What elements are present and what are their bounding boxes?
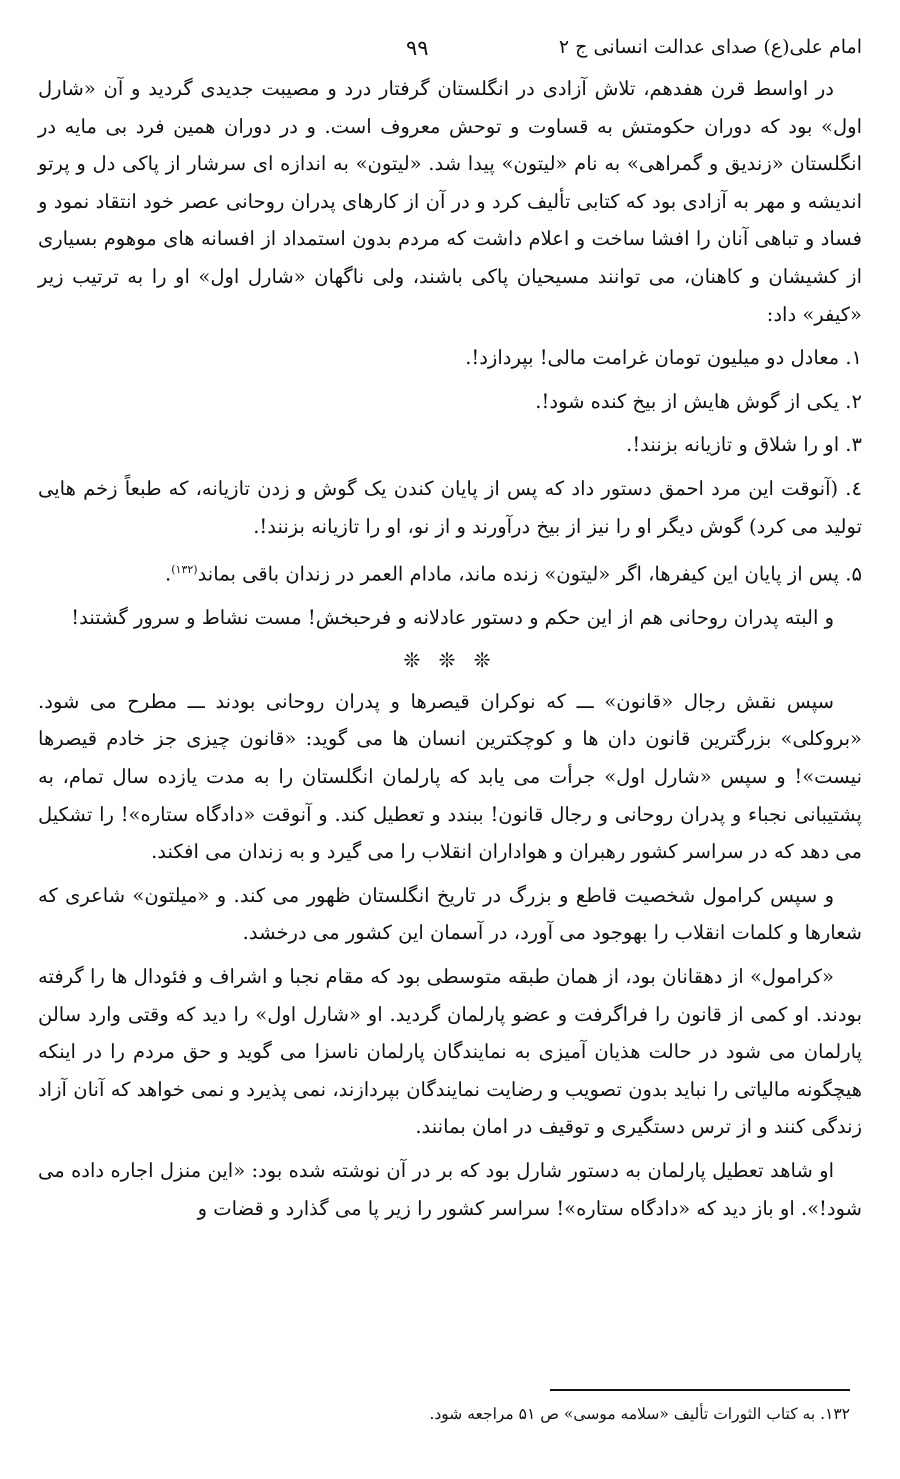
paragraph-parliament: او شاهد تعطیل پارلمان به دستور شارل بود که بر در آن نوشته شده بود: «این منزل اجاره داده می شود!». او باز دید که «دادگاه ستاره»! سراسر کشور را زیر پا می گذارد و قضات و <box>38 1158 862 1220</box>
page-body <box>38 70 862 1227</box>
list-item-4: ٤. (آنوقت این مرد احمق دستور داد که پس از پایان کندن یک گوش و زدن تازیانه، که طبعاً زخم هایی تولید می کرد) گوش دیگر او را نیز از بیخ درآورند و از نو، او را تازیانه بزنند!. <box>38 476 862 538</box>
paragraph-intro: در اواسط قرن هفدهم، تلاش آزادی در انگلستان گرفتار درد و مصیبت جدیدی گردید و آن «شارل اول» بود که دوران حکومتش به قساوت و توحش معروف است. و در دوران همین فرد بی مایه در انگلستان «زندیق و گمراهی» به نام «لیتون» پیدا شد. «لیتون» به اندازه ای سرشار از پاکی دل و پرتو اندیشه و مهر به آزادی بود که کتابی تألیف کرد و در آن از کارهای پدران روحانی عصر خود انتقاد نمود و فساد و تباهی آنان را افشا ساخت و اعلام داشت که مردم بدون استمداد از افسانه های موهوم بسیاری از کشیشان و کاهنان، می توانند مسیحیان پاکی باشند، ولی ناگهان «شارل اول» او را به ترتیب زیر «کیفر» داد: <box>38 77 862 326</box>
book-page <box>38 30 862 1233</box>
paragraph-law-men: سپس نقش رجال «قانون» ـــ که نوکران قیصرها و پدران روحانی بودند ـــ مطرح می شود. «بروکلی» بزرگترین قانون دان ها و کوچکترین انسان ها می گوید: «قانون چیزی جز خادم قیصرها نیست»! و سپس «شارل اول» جرأت می یابد که پارلمان انگلستان را به مدت یازده سال تمام، به پشتیبانی نجباء و پدران روحانی و رجال قانون! ببندد و تعطیل کند. و آنوقت «دادگاه ستاره»! را تشکیل می دهد که در سراسر کشور رهبران و هواداران انقلاب را می گیرد و به زندان می افکند. <box>38 689 862 864</box>
paragraph-cromwell-intro: و سپس کرامول شخصیت قاطع و بزرگ در تاریخ انگلستان ظهور می کند. و «میلتون» شاعری که شعارها و کلمات انقلاب را بهوجود می آورد، در آسمان این کشور می درخشد. <box>38 883 862 945</box>
list-item-2: ۲. یکی از گوش هایش از بیخ کنده شود!. <box>535 389 862 413</box>
list-item-1: ۱. معادل دو میلیون تومان غرامت مالی! بپردازد!. <box>465 346 862 370</box>
list-item-3: ۳. او را شلاق و تازیانه بزنند!. <box>626 433 862 457</box>
footnote-marker: (۱۳۲) <box>171 563 198 577</box>
paragraph-cromwell: «کرامول» از دهقانان بود، از همان طبقه متوسطی بود که مقام نجبا و اشراف و فئودال ها را گرفته بودند. او کمی از قانون را فراگرفت و عضو پارلمان گردید. او «شارل اول» را دید که وقتی وارد سالن پارلمان می شود در حالت هذیان آمیزی به نمایندگان پارلمان ناسزا می گوید و حق مردم را در اینکه هیچگونه مالیاتی را نباید بدون تصویب و رضایت نمایندگان بپردازند، نمی پذیرد و نمی خواهد که آنان آزاد زندگی کنند و از ترس دستگیری و توقیف در امان بمانند. <box>38 964 862 1139</box>
section-separator: ❊ ❊ ❊ <box>403 647 497 672</box>
footnote-text: ۱۳۲. به کتاب الثورات تألیف «سلامه موسی» ص ۵۱ مراجعه شود. <box>429 1405 850 1423</box>
paragraph-clergy: و البته پدران روحانی هم از این حکم و دستور عادلانه و فرحبخش! مست نشاط و سرور گشتند! <box>71 606 834 630</box>
page-header <box>38 30 862 70</box>
list-item-5-text: ۵. پس از پایان این کیفرها، اگر «لیتون» زنده ماند، مادام العمر در زندان باقی بماند <box>197 562 862 586</box>
page-number: ۹۹ <box>406 36 429 60</box>
list-item-5: ۵. پس از پایان این کیفرها، اگر «لیتون» زنده ماند، مادام العمر در زندان باقی بماند$^{(۱۳۲)}$. <box>165 562 862 586</box>
running-title: امام علی(ع) صدای عدالت انسانی ج ۲ <box>558 36 862 58</box>
footnote-divider <box>550 1389 850 1391</box>
